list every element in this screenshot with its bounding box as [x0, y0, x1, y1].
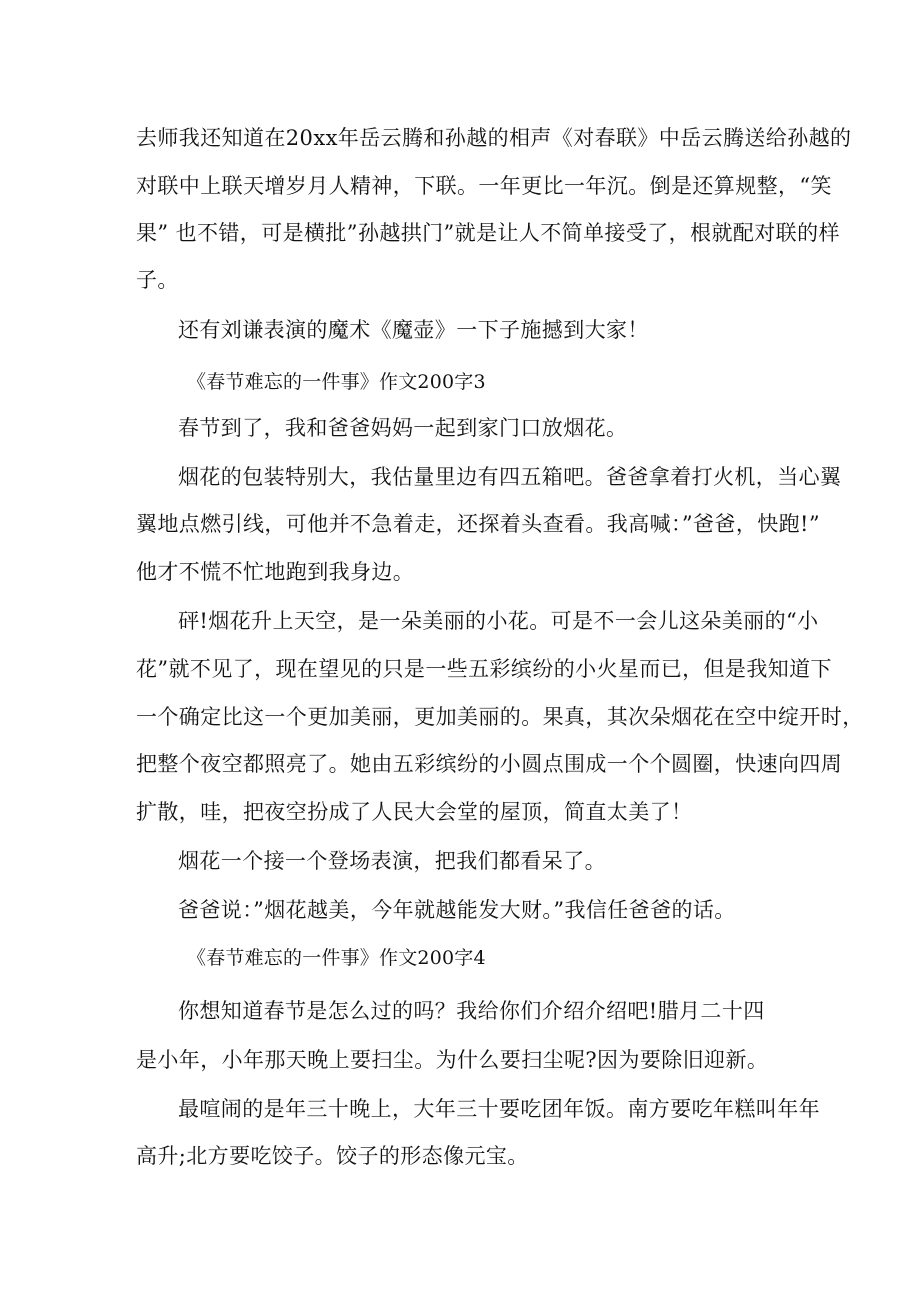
paragraph-4-line-1: 烟花的包装特别大，我估量里边有四五箱吧。爸爸拿着打火机，当心翼 — [178, 465, 842, 489]
paragraph-8-line-2: 是小年，小年那天晚上要扫尘。为什么要扫尘呢?因为要除旧迎新。 — [136, 1048, 769, 1072]
paragraph-4-line-3: 他才不慌不忙地跑到我身边。 — [136, 560, 415, 584]
paragraph-5-line-4: 把整个夜空都照亮了。她由五彩缤纷的小圆点围成一个个圆圈，快速向四周 — [136, 752, 843, 776]
paragraph-5-line-2: 花”就不见了，现在望见的只是一些五彩缤纷的小火星而已，但是我知道下 — [136, 657, 832, 681]
paragraph-6: 烟花一个接一个登场表演，把我们都看呆了。 — [178, 849, 606, 873]
paragraph-5-line-1: 砰!烟花升上天空，是一朵美丽的小花。可是不一会儿这朵美丽的“小 — [178, 609, 819, 633]
paragraph-2: 还有刘谦表演的魔术《魔壶》一下子施撼到大家！ — [178, 318, 649, 342]
paragraph-4-line-2: 翼地点燃引线，可他并不急着走，还探着头查看。我高喊：”爸爸，快跑!” — [136, 512, 821, 536]
paragraph-9-line-2: 高升;北方要吃饺子。饺子的形态像元宝。 — [136, 1144, 529, 1168]
paragraph-1-line-1: 去师我还知道在20xx年岳云腾和孙越的相声《对春联》中岳云腾送给孙越的 — [136, 126, 852, 150]
paragraph-1-line-2: 对联中上联天增岁月人精神，下联。一年更比一年沉。倒是还算规整，“笑 — [136, 174, 832, 198]
paragraph-1-line-4: 子。 — [136, 268, 179, 292]
section-heading-3: 《春节难忘的一件事》作文200字3 — [187, 371, 486, 393]
paragraph-8-line-1: 你想知道春节是怎么过的吗？我给你们介绍介绍吧!腊月二十四 — [178, 999, 765, 1023]
paragraph-9-line-1: 最喧闹的是年三十晚上，大年三十要吃团年饭。南方要吃年糕叫年年 — [178, 1097, 820, 1121]
paragraph-5-line-5: 扩散，哇，把夜空扮成了人民大会堂的屋顶，简直太美了！ — [136, 800, 693, 824]
paragraph-5-line-3: 一个确定比这一个更加美丽，更加美丽的。果真，其次朵烟花在空中绽开时， — [136, 705, 864, 729]
paragraph-3: 春节到了，我和爸爸妈妈一起到家门口放烟花。 — [178, 416, 628, 440]
paragraph-7: 爸爸说：”烟花越美，今年就越能发大财。”我信任爸爸的话。 — [178, 898, 736, 922]
section-heading-4: 《春节难忘的一件事》作文200字4 — [187, 947, 486, 969]
paragraph-1-line-3: 果” 也不错，可是横批”孙越拱门”就是让人不简单接受了，根就配对联的样 — [136, 221, 840, 245]
